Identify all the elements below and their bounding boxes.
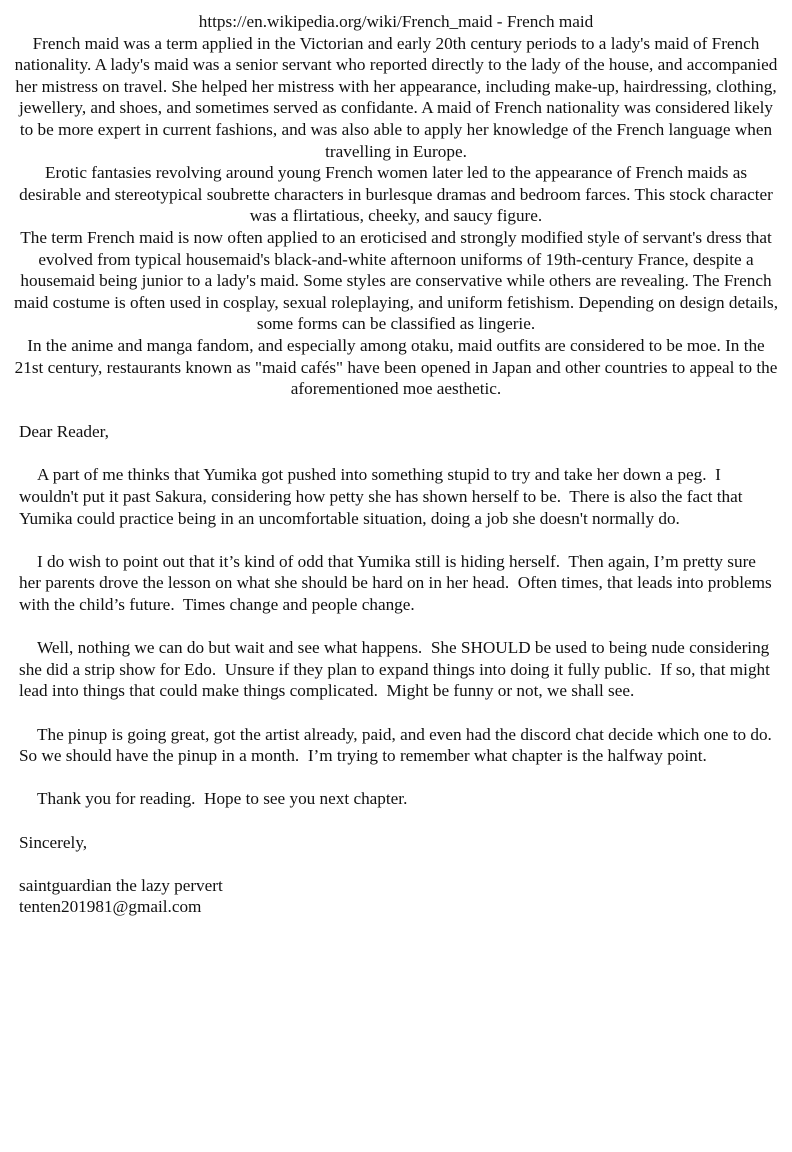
letter-paragraph: I do wish to point out that it’s kind of odd that Yumika still is hiding herself. Then again, I’m pretty sure her parents drove the lesson on what she should be hard on in her head. Often times, that leads into problems with the child’s future. Times change and people change.: [19, 551, 777, 615]
wikipedia-excerpt: [0, 11, 792, 400]
excerpt-paragraph: The term French maid is now often applied to an eroticised and strongly modified style of servant's dress that evolved from typical housemaid's black-and-white afternoon uniforms of 19th-century France, despite a housemaid being junior to a lady's maid. Some styles are conservative while others are revealing. The French maid costume is often used in cosplay, sexual roleplaying, and uniform fetishism. Depending on design details, some forms can be classified as lingerie.: [13, 227, 779, 334]
letter-paragraph: Thank you for reading. Hope to see you next chapter.: [37, 789, 408, 809]
spacer: [19, 529, 780, 551]
excerpt-paragraph: In the anime and manga fandom, and especially among otaku, maid outfits are considered to be moe. In the 21st century, restaurants known as "maid cafés" have been opened in Japan and other countries to appeal to the aforementioned moe aesthetic.: [14, 335, 778, 399]
spacer: [19, 616, 780, 638]
spacer: [19, 767, 780, 789]
letter-paragraph: The pinup is going great, got the artist already, paid, and even had the discord chat decide which one to do. So we should have the pinup in a month. I’m trying to remember what chapter is the halfway point.: [19, 724, 781, 766]
signature-email: tenten201981@gmail.com: [19, 897, 202, 917]
salutation: Dear Reader,: [19, 422, 109, 442]
letter-paragraph: A part of me thinks that Yumika got pushed into something stupid to try and take her down a peg. I wouldn't put it past Sakura, considering how petty she has shown herself to be. There is also the fact that Yumika could practice being in an uncomfortable situation, doing a job she doesn't normally do.: [19, 465, 747, 528]
signature-name: saintguardian the lazy pervert: [19, 875, 223, 895]
closing: Sincerely,: [19, 832, 88, 852]
spacer: [19, 443, 780, 465]
letter-paragraph: Well, nothing we can do but wait and see what happens. She SHOULD be used to being nude considering she did a strip show for Edo. Unsure if they plan to expand things into doing it fully public. If so, that might lead into things that could make things complicated. Might be funny or not, we shall see.: [19, 638, 775, 701]
excerpt-paragraph: French maid was a term applied in the Victorian and early 20th century periods to a lady's maid of French nationality. A lady's maid was a senior servant who reported directly to the lady of the house, and accompanied her mistress on travel. She helped her mistress with her appearance, including make-up, hairdressing, clothing, jewellery, and shoes, and sometimes served as confidante. A maid of French nationality was considered likely to be more expert in current fashions, and was also able to apply her knowledge of the French language when travelling in Europe.: [14, 33, 778, 161]
author-letter: [0, 421, 792, 918]
spacer: [0, 400, 792, 422]
spacer: [19, 810, 780, 832]
excerpt-paragraph: Erotic fantasies revolving around young French women later led to the appearance of French maids as desirable and stereotypical soubrette characters in burlesque dramas and bedroom farces. This stock character was a flirtatious, cheeky, and saucy figure.: [19, 163, 773, 226]
document-page: [0, 11, 792, 918]
spacer: [19, 702, 780, 724]
source-line: https://en.wikipedia.org/wiki/French_maid - French maid: [198, 12, 594, 31]
spacer: [19, 853, 780, 875]
